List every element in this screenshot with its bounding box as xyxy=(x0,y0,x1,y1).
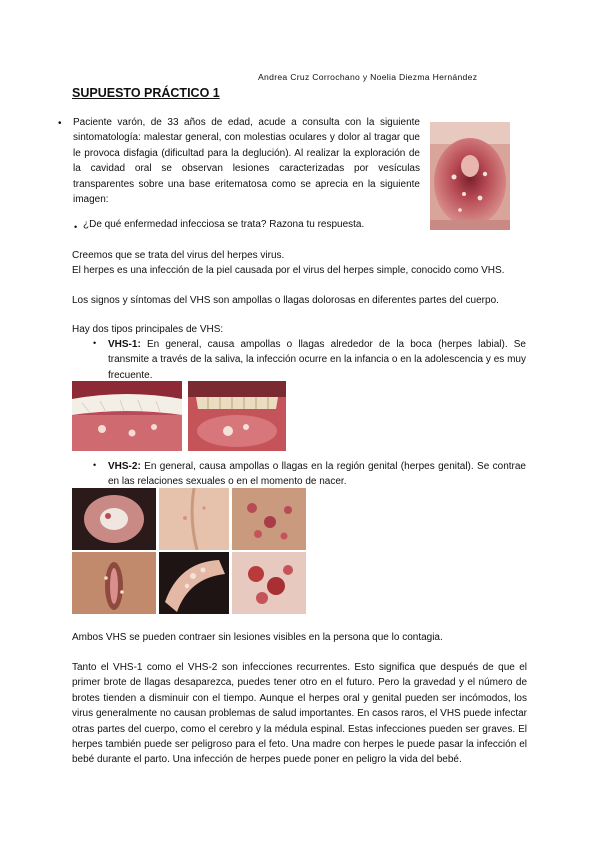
vhs2-label: VHS-2: xyxy=(108,461,141,472)
vhs1-label: VHS-1: xyxy=(108,339,141,350)
case-description: Paciente varón, de 33 años de edad, acude a consulta con la siguiente sintomatología: malestar general, con molestias oculares y dolor al tragar que le provoca disfagia (dificultad para la deglución). Al realizar la exploración de la cavidad oral se observan lesiones caracterizadas por vesículas transparentes sobre una base eritematosa como se aprecia en la siguiente imagen: xyxy=(73,117,420,206)
oral-herpes-photo-2 xyxy=(188,381,286,451)
vhs1-item xyxy=(108,337,526,383)
vhs2-item xyxy=(108,459,526,490)
genital-herpes-photo-4 xyxy=(72,552,156,614)
genital-herpes-photo-6 xyxy=(232,552,306,614)
case-bullet: • xyxy=(58,118,62,129)
vhs2-bullet: • xyxy=(93,460,97,470)
answer-paragraph-4: Hay dos tipos principales de VHS: xyxy=(72,324,224,335)
throat-lesion-photo xyxy=(430,122,510,230)
oral-herpes-photo-1 xyxy=(72,381,182,451)
answer-paragraph-2: El herpes es una infección de la piel causada por el virus del herpes simple, conocido como VHS. xyxy=(72,265,505,276)
genital-herpes-photo-3 xyxy=(232,488,306,550)
answer-paragraph-3: Los signos y síntomas del VHS son ampollas o llagas dolorosas en diferentes partes del cuerpo. xyxy=(72,295,499,306)
answer-paragraph-6: Tanto el VHS-1 como el VHS-2 son infecciones recurrentes. Esto significa que después de que el primer brote de llagas desaparezca, puedes tener otro en el futuro. Pero la gravedad y el número de brotes tienden a disminuir con el tiempo. Aunque el herpes oral y genital pueden ser incómodos, los virus generalmente no causan problemas de salud importantes. En casos raros, el VHS puede infectar otras partes del cuerpo, como el cerebro y la médula espinal. Estas infecciones pueden ser graves. El herpes también puede ser peligroso para el feto. Una madre con herpes le puede pasar la infección el bebé durante el parto. Una infección de herpes puede poner en peligro la vida del bebé. xyxy=(72,662,527,766)
question-bullet: • xyxy=(74,222,78,232)
case-question: ¿De qué enfermedad infecciosa se trata? Razona tu respuesta. xyxy=(83,219,365,230)
genital-herpes-photo-1 xyxy=(72,488,156,550)
genital-herpes-photo-2 xyxy=(159,488,229,550)
vhs2-text: En general, causa ampollas o llagas en la región genital (herpes genital). Se contrae en las relaciones sexuales o en el momento de nacer. xyxy=(108,461,526,488)
vhs1-bullet: • xyxy=(93,338,97,348)
vhs1-text: En general, causa ampollas o llagas alrededor de la boca (herpes labial). Se transmite a través de la saliva, la infección ocurre en la infancia o en la adolescencia y es muy frecuente. xyxy=(108,339,526,381)
genital-herpes-photo-5 xyxy=(159,552,229,614)
authors-header: Andrea Cruz Corrochano y Noelia Diezma Hernández xyxy=(258,72,478,82)
answer-paragraph-1: Creemos que se trata del virus del herpes virus. xyxy=(72,250,285,261)
page-title: SUPUESTO PRÁCTICO 1 xyxy=(72,86,220,100)
answer-paragraph-5: Ambos VHS se pueden contraer sin lesiones visibles en la persona que lo contagia. xyxy=(72,632,443,643)
